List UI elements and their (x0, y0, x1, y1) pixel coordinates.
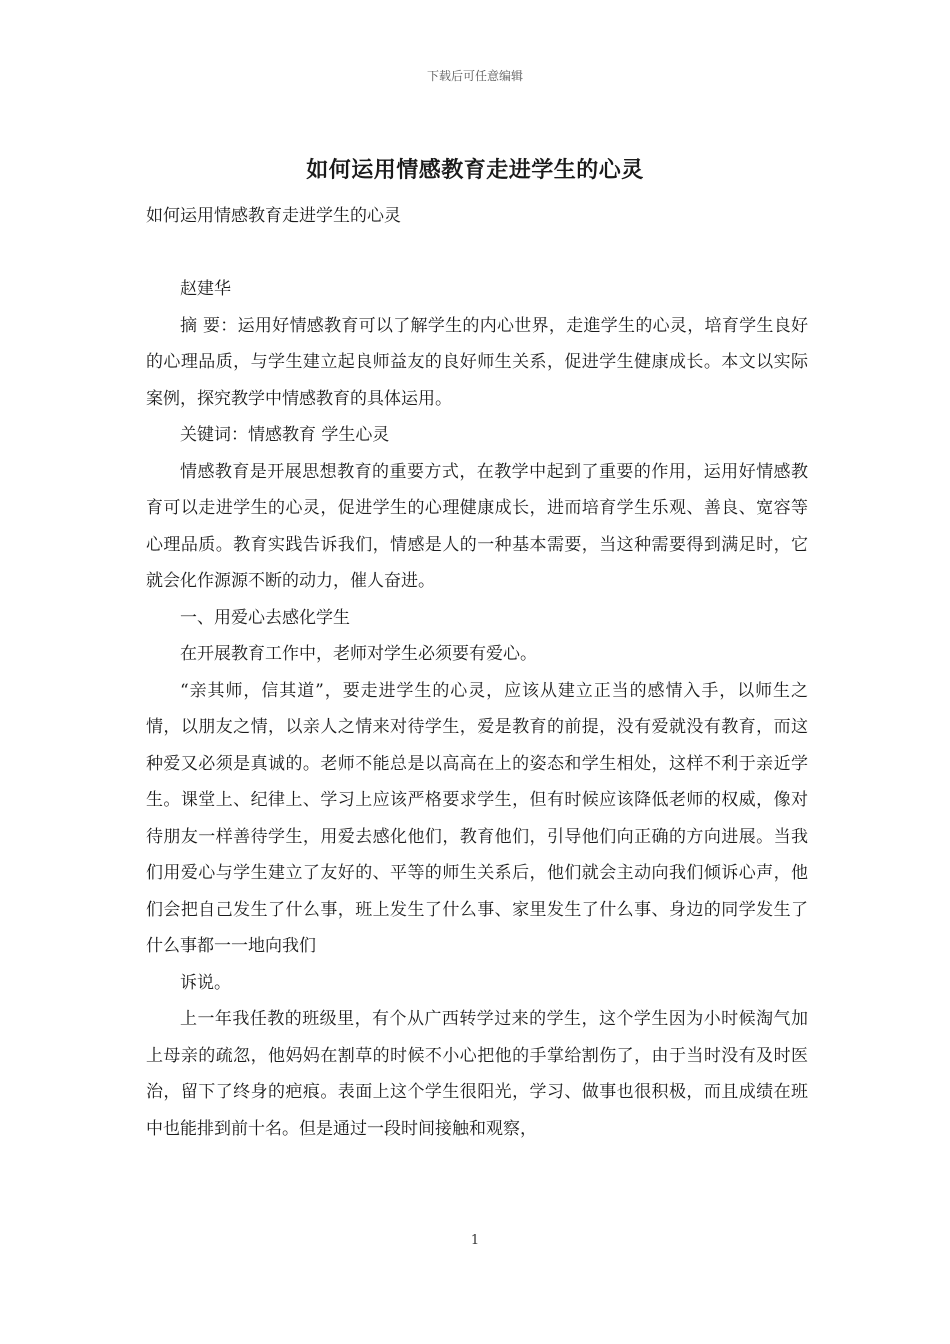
keywords: 关键词：情感教育 学生心灵 (180, 425, 390, 445)
section-heading: 一、用爱心去感化学生 (180, 607, 350, 628)
subtitle: 如何运用情感教育走进学生的心灵 (146, 206, 401, 226)
page-number: 1 (470, 1233, 480, 1248)
paragraph: 在开展教育工作中，老师对学生必须要有爱心。 (180, 644, 537, 664)
paragraph: “亲其师，信其道”，要走进学生的心灵，应该从建立正当的感情入手，以师生之情，以朋友之情，以亲人之情来对待学生，爱是教育的前提，没有爱就没有教育，而这种爱又必须是真诚的。老师不能总是以高高在上的姿态和学生相处，这样不利于亲近学生。课堂上、纪律上、学习上应该严格要求学生，但有时候应该降低老师的权威，像对待朋友一样善待学生，用爱去感化他们，教育他们，引导他们向正确的方向进展。当我们用爱心与学生建立了友好的、平等的师生关系后，他们就会主动向我们倾诉心声，他们会把自己发生了什么事，班上发生了什么事、家里发生了什么事、身边的同学发生了什么事都一一地向我们 (146, 680, 808, 956)
author: 赵建华 (180, 279, 231, 299)
document-body (146, 198, 808, 1147)
paragraph: 诉说。 (180, 972, 231, 993)
header-note: 下载后可任意编辑 (426, 69, 523, 83)
paragraph: 上一年我任教的班级里，有个从广西转学过来的学生，这个学生因为小时候淘气加上母亲的疏忽，他妈妈在割草的时候不小心把他的手掌给割伤了，由于当时没有及时医治，留下了终身的疤痕。表面上这个学生很阳光，学习、做事也很积极，而且成绩在班中也能排到前十名。但是通过一段时间接触和观察， (146, 1009, 808, 1139)
blank-line (146, 235, 808, 272)
abstract: 摘 要：运用好情感教育可以了解学生的内心世界，走進学生的心灵，培育学生良好的心理品质，与学生建立起良师益友的良好师生关系，促进学生健康成长。本文以实际案例，探究教学中情感教育的具体运用。 (146, 315, 808, 409)
paragraph: 情感教育是开展思想教育的重要方式，在教学中起到了重要的作用，运用好情感教育可以走进学生的心灵，促进学生的心理健康成长，进而培育学生乐观、善良、宽容等心理品质。教育实践告诉我们，情感是人的一种基本需要，当这种需要得到满足时，它就会化作源源不断的动力，催人奋进。 (146, 461, 808, 591)
document-title: 如何运用情感教育走进学生的心灵 (306, 157, 644, 183)
